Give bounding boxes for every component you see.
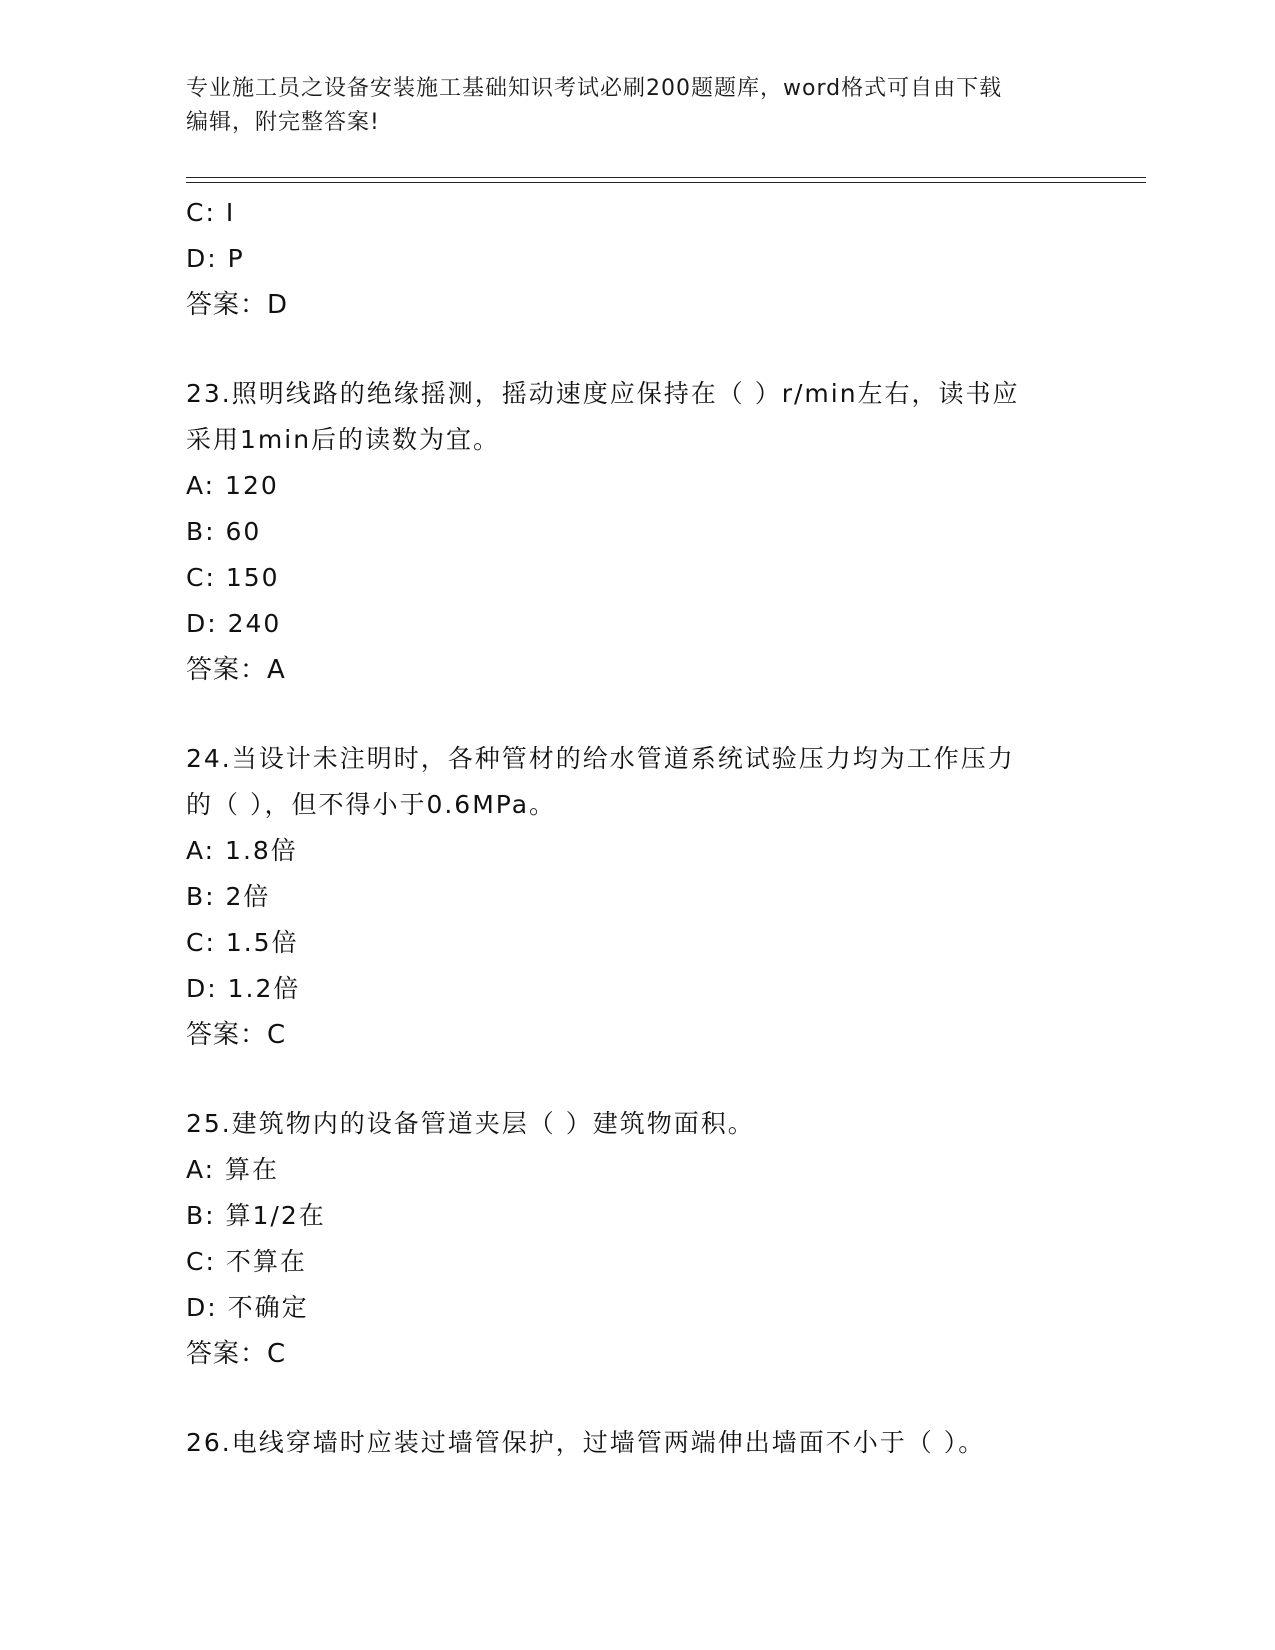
- question-text-line: 26.电线穿墙时应装过墙管保护，过墙管两端伸出墙面不小于（ ）。: [186, 1428, 986, 1457]
- header-divider-top: [186, 177, 1146, 178]
- option-c: C: 不算在: [186, 1247, 307, 1276]
- spacer: [186, 328, 1086, 371]
- question-23: [186, 371, 1086, 693]
- spacer: [186, 1058, 1086, 1101]
- option-b: B: 60: [186, 517, 262, 546]
- spacer: [186, 1377, 1086, 1420]
- question-text-line: 24.当设计未注明时，各种管材的给水管道系统试验压力均为工作压力: [186, 744, 1015, 773]
- option-c: C: I: [186, 198, 236, 227]
- answer-line: 答案：A: [186, 655, 286, 685]
- question-text-line: 25.建筑物内的设备管道夹层（ ）建筑物面积。: [186, 1109, 755, 1138]
- question-22-tail: [186, 190, 1086, 328]
- option-b: B: 2倍: [186, 882, 271, 911]
- question-text-line: 23.照明线路的绝缘摇测，摇动速度应保持在（ ）r/min左右，读书应: [186, 379, 1020, 408]
- option-c: C: 1.5倍: [186, 928, 299, 957]
- header-title-line-1: 专业施工员之设备安装施工基础知识考试必刷200题题库，word格式可自由下载: [186, 76, 1003, 101]
- question-25: [186, 1101, 1086, 1377]
- document-header: [186, 72, 1086, 140]
- answer-line: 答案：C: [186, 1339, 287, 1369]
- header-title-line-2: 编辑，附完整答案!: [186, 110, 380, 135]
- option-d: D: P: [186, 244, 245, 273]
- question-26: [186, 1420, 1086, 1466]
- question-list: [186, 190, 1086, 1466]
- question-24: [186, 736, 1086, 1058]
- option-a: A: 120: [186, 471, 279, 500]
- option-d: D: 不确定: [186, 1293, 309, 1322]
- option-a: A: 算在: [186, 1155, 280, 1184]
- question-text-line: 的（ ），但不得小于0.6MPa。: [186, 790, 557, 819]
- option-d: D: 1.2倍: [186, 974, 301, 1003]
- answer-line: 答案：D: [186, 290, 289, 320]
- header-divider-bottom: [186, 182, 1146, 183]
- answer-line: 答案：C: [186, 1020, 287, 1050]
- spacer: [186, 693, 1086, 736]
- option-a: A: 1.8倍: [186, 836, 298, 865]
- question-text-line: 采用1min后的读数为宜。: [186, 425, 501, 454]
- option-c: C: 150: [186, 563, 280, 592]
- option-b: B: 算1/2在: [186, 1201, 326, 1230]
- option-d: D: 240: [186, 609, 282, 638]
